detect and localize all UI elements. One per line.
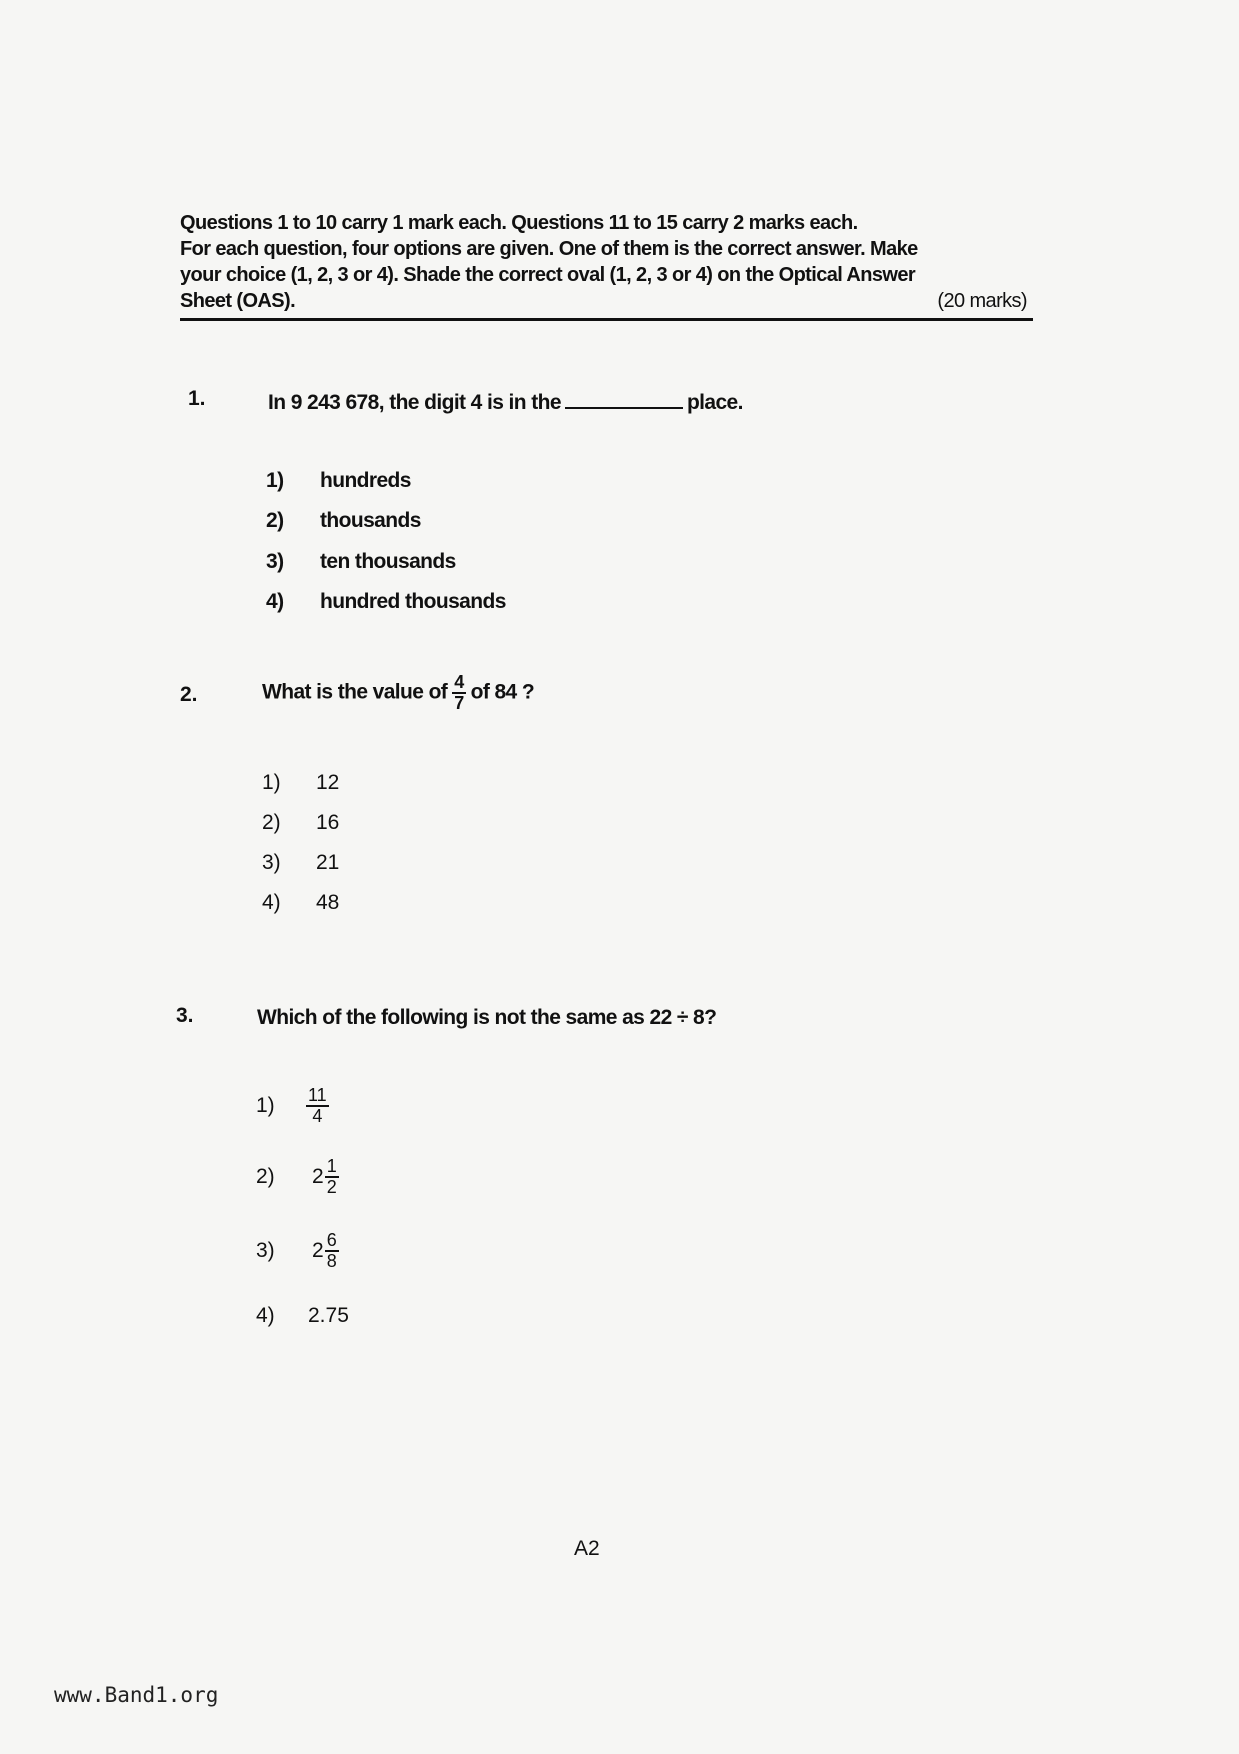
question-text bbox=[268, 389, 743, 415]
option-text: 48 bbox=[316, 891, 340, 914]
option-number: 4) bbox=[262, 891, 281, 914]
website-watermark: www.Band1.org bbox=[54, 1683, 219, 1707]
fraction-numerator: 6 bbox=[326, 1230, 337, 1250]
fraction-denominator: 2 bbox=[326, 1176, 337, 1197]
option-text: thousands bbox=[320, 509, 421, 532]
option-4 bbox=[256, 1304, 349, 1328]
fraction-numerator: 4 bbox=[454, 672, 464, 692]
question-text-before: What is the value of bbox=[262, 680, 448, 704]
mixed-whole: 2 bbox=[312, 1238, 324, 1262]
instructions-last-row bbox=[180, 288, 1033, 314]
question-number: 3. bbox=[176, 1004, 194, 1027]
fraction-numerator: 1 bbox=[326, 1156, 337, 1176]
question-number: 1. bbox=[188, 387, 206, 410]
mixed-whole: 2 bbox=[312, 1164, 324, 1188]
option-number: 4) bbox=[256, 1304, 275, 1327]
answer-blank bbox=[565, 389, 683, 409]
fraction-numerator: 11 bbox=[308, 1085, 327, 1105]
option-2 bbox=[256, 1157, 344, 1197]
option-2 bbox=[266, 509, 421, 533]
option-text: 2.75 bbox=[308, 1304, 349, 1327]
instructions-line-4: Sheet (OAS). bbox=[180, 290, 296, 312]
fraction-denominator: 4 bbox=[312, 1105, 323, 1126]
fraction-denominator: 8 bbox=[326, 1250, 337, 1271]
option-1 bbox=[262, 771, 339, 795]
option-number: 1) bbox=[256, 1093, 275, 1117]
option-number: 3) bbox=[266, 550, 284, 573]
option-text: ten thousands bbox=[320, 550, 456, 573]
option-text: hundred thousands bbox=[320, 590, 506, 613]
option-3 bbox=[256, 1231, 344, 1271]
option-text: 16 bbox=[316, 811, 340, 834]
question-number: 2. bbox=[180, 683, 198, 706]
question-text-after: of 84 ? bbox=[470, 680, 535, 704]
question-text: Which of the following is not the same as 22 ÷ 8? bbox=[257, 1006, 717, 1029]
option-4 bbox=[266, 590, 506, 614]
question-text bbox=[262, 673, 534, 713]
fraction bbox=[306, 1086, 329, 1126]
option-number: 3) bbox=[262, 851, 281, 874]
instructions-line-1: Questions 1 to 10 carry 1 mark each. Questions 11 to 15 carry 2 marks each. bbox=[180, 212, 858, 234]
total-marks: (20 marks) bbox=[937, 290, 1027, 312]
question-text-after: place. bbox=[686, 391, 743, 414]
option-text: 21 bbox=[316, 851, 340, 874]
option-text: 12 bbox=[316, 771, 340, 794]
option-3 bbox=[266, 550, 456, 574]
option-2 bbox=[262, 811, 339, 835]
fraction-denominator: 7 bbox=[454, 692, 464, 713]
instructions-line-3: your choice (1, 2, 3 or 4). Shade the correct oval (1, 2, 3 or 4) on the Optical Answer bbox=[180, 264, 916, 286]
page-label: A2 bbox=[574, 1537, 600, 1560]
option-1 bbox=[256, 1086, 334, 1126]
option-number: 1) bbox=[266, 469, 284, 492]
instructions-header bbox=[180, 210, 1033, 321]
fraction bbox=[325, 1231, 339, 1271]
option-number: 2) bbox=[266, 509, 284, 532]
fraction bbox=[452, 673, 465, 713]
option-number: 2) bbox=[262, 811, 281, 834]
instructions-line-2: For each question, four options are given. One of them is the correct answer. Make bbox=[180, 238, 918, 260]
option-number: 1) bbox=[262, 771, 281, 794]
option-3 bbox=[262, 851, 339, 875]
option-1 bbox=[266, 469, 411, 493]
fraction bbox=[325, 1157, 339, 1197]
option-4 bbox=[262, 891, 339, 915]
option-number: 4) bbox=[266, 590, 284, 613]
question-text-before: In 9 243 678, the digit 4 is in the bbox=[268, 391, 561, 414]
option-text: hundreds bbox=[320, 469, 411, 492]
option-number: 3) bbox=[256, 1238, 275, 1262]
option-number: 2) bbox=[256, 1164, 275, 1188]
